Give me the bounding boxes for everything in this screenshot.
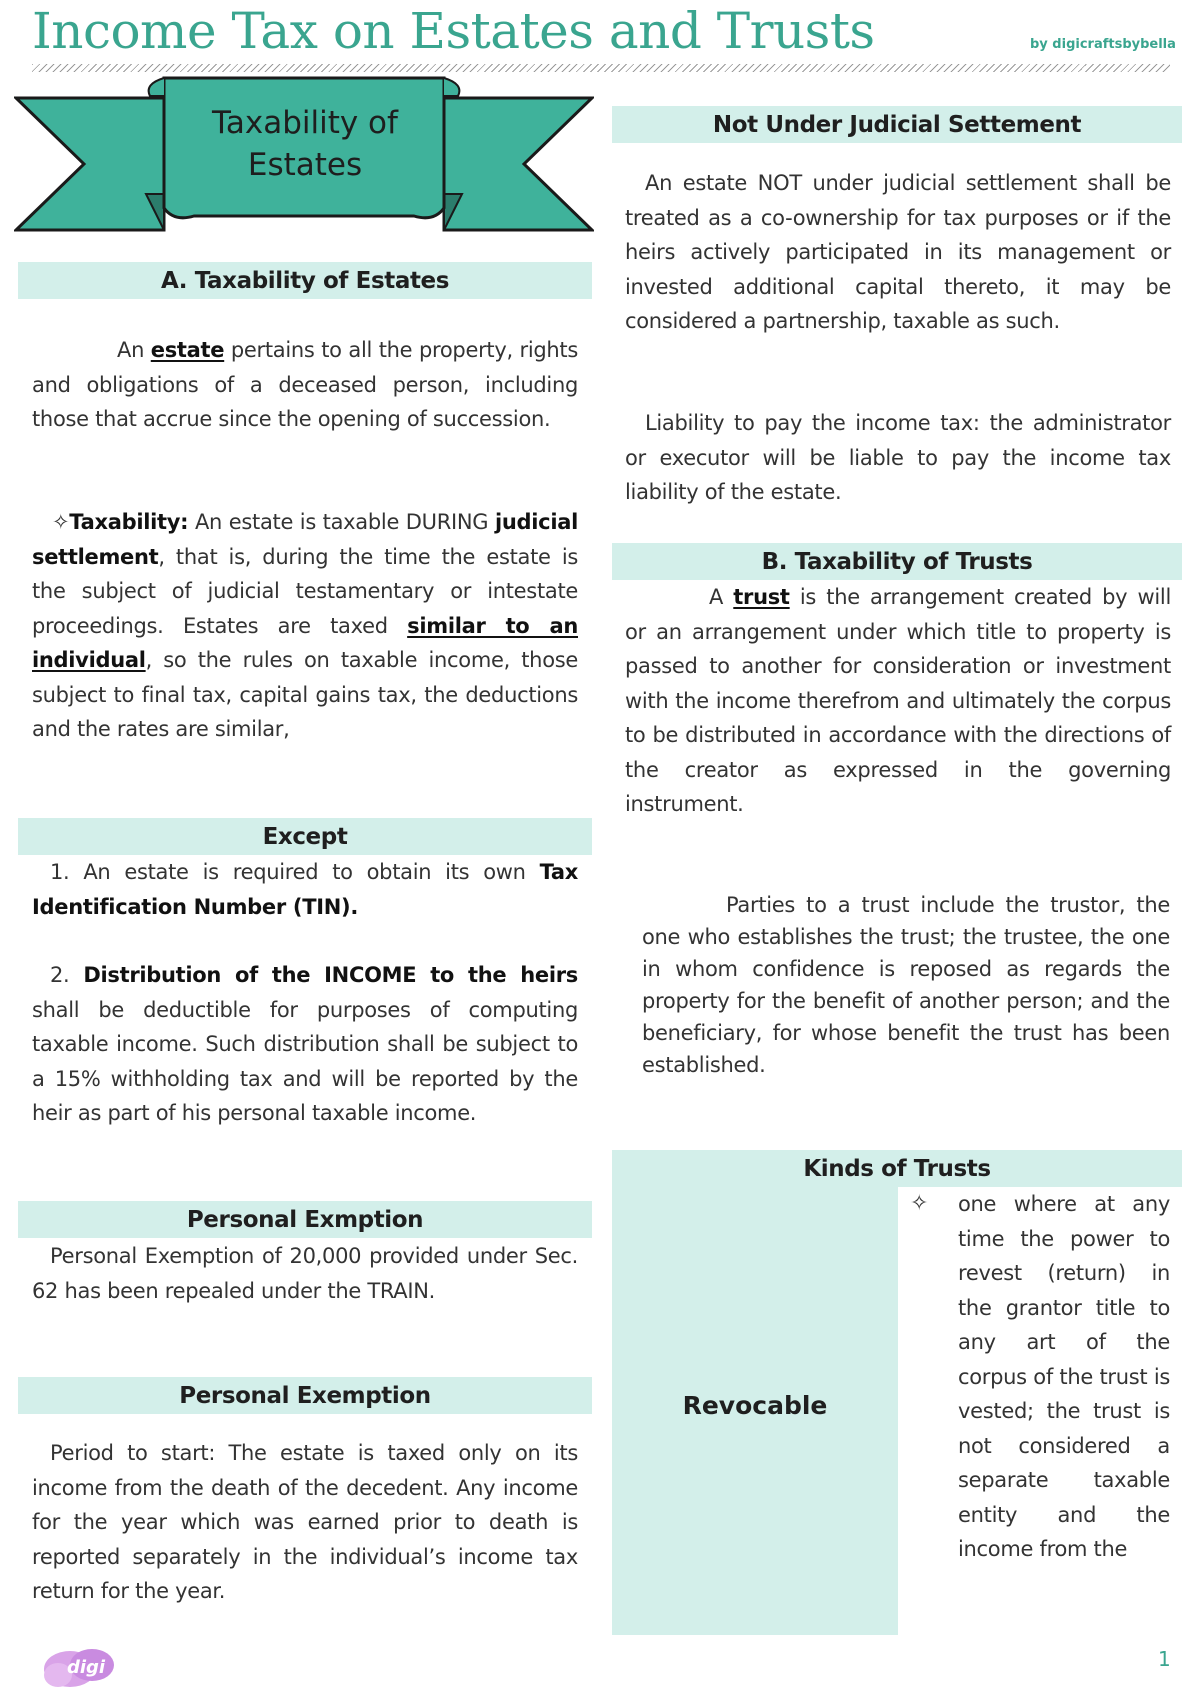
estate-definition-body: pertains to all the property, rights and obligations of a deceased person, including those that accrue since the opening of succession.	[32, 338, 578, 431]
digi-logo	[40, 1645, 126, 1691]
except-item-2-text: shall be deductible for purposes of computing taxable income. Such distribution shall be subject to a 15% withholding tax and will be reported by the heir as part of his personal taxable income.	[32, 997, 578, 1125]
section-heading-taxability-of-trusts: B. Taxability of Trusts	[612, 543, 1182, 580]
trust-term: trust	[733, 585, 790, 609]
taxability-text-2: , that is, during the time the estate is the subject of judicial testamentary or intestate proceedings. Estates are taxed	[32, 544, 578, 638]
personal-exmption-text: Personal Exemption of 20,000 provided under Sec. 62 has been repealed under the TRAIN.	[32, 1244, 578, 1303]
logo-text: digi	[66, 1657, 106, 1678]
banner-title-line-1: Taxability of	[212, 105, 398, 141]
personal-exemption-text: Period to start: The estate is taxed only on its income from the death of the decedent. Any income for the year which was earned prior to death is reported separately in the individual’s income tax return for the year.	[32, 1441, 578, 1603]
judicial-settlement-term: judicial settlement	[32, 510, 578, 569]
not-judicial-text: An estate NOT under judicial settlement shall be treated as a co-ownership for tax purposes or if the heirs actively participated in its management or invested additional capital thereto, it may be considered a partnership, taxable as such.	[625, 171, 1171, 333]
trust-definition	[625, 580, 1171, 822]
banner-title-line-2: Estates	[247, 147, 363, 183]
estate-definition	[32, 333, 578, 437]
estate-term: estate	[150, 338, 225, 362]
taxability-label: Taxability:	[69, 510, 189, 534]
section-heading-personal-exmption: Personal Exmption	[18, 1201, 592, 1238]
trust-definition-pre: A	[709, 585, 734, 609]
section-heading-not-under-judicial-settlement: Not Under Judicial Settement	[612, 106, 1182, 143]
similar-to-individual-term: similar to an individual	[32, 613, 578, 672]
trust-definition-body: is the arrangement created by will or an arrangement under which title to property is passed to another for consideration or investment with the income therefrom and ultimately the corpus to be distributed in accordance with the directions of the creator as expressed in the governing instrument.	[625, 585, 1171, 816]
section-heading-kinds-of-trusts: Kinds of Trusts	[612, 1150, 1182, 1187]
section-heading-personal-exemption: Personal Exemption	[18, 1377, 592, 1414]
byline: by digicraftsbybella	[1030, 37, 1176, 52]
except-item-1	[32, 855, 578, 924]
trust-parties-text: Parties to a trust include the trustor, the one who establishes the trust; the trustee, the one in whom confidence is reposed as regards the property for the benefit of another person; and the beneficiary, for whose benefit the trust has been established.	[642, 893, 1170, 1077]
page-number: 1	[1158, 1647, 1171, 1671]
section-heading-except: Except	[18, 818, 592, 855]
taxability-text-3: , so the rules on taxable income, those subject to final tax, capital gains tax, the deductions and the rates are similar,	[32, 648, 578, 741]
kind-revocable: Revocable	[682, 1391, 828, 1420]
except-item-1-number: 1.	[50, 860, 70, 884]
distribution-term: Distribution of the INCOME to the heirs	[69, 963, 578, 987]
liability-text: Liability to pay the income tax: the administrator or executor will be liable to pay the income tax liability of the estate.	[625, 411, 1171, 504]
sparkle-icon: ✧	[52, 510, 70, 534]
title-divider	[32, 64, 1170, 72]
page-title: Income Tax on Estates and Trusts	[32, 2, 875, 60]
banner-title	[160, 102, 450, 186]
except-item-1-text: An estate is required to obtain its own	[69, 860, 540, 884]
revocable-description: one where at any time the power to revest (return) in the grantor title to any art of the corpus of the trust is vested; the trust is not considered a separate taxable entity and the income from the	[958, 1192, 1170, 1561]
taxability-paragraph	[32, 505, 578, 747]
except-item-2-number: 2.	[50, 963, 70, 987]
except-item-2	[32, 958, 578, 1131]
estate-definition-pre: An	[117, 338, 151, 362]
sparkle-icon: ✧	[910, 1191, 929, 1216]
section-heading-taxability-of-estates: A. Taxability of Estates	[18, 262, 592, 299]
tin-term: Tax Identification Number (TIN).	[32, 860, 578, 919]
taxability-text-1: An estate is taxable DURING	[188, 510, 495, 534]
